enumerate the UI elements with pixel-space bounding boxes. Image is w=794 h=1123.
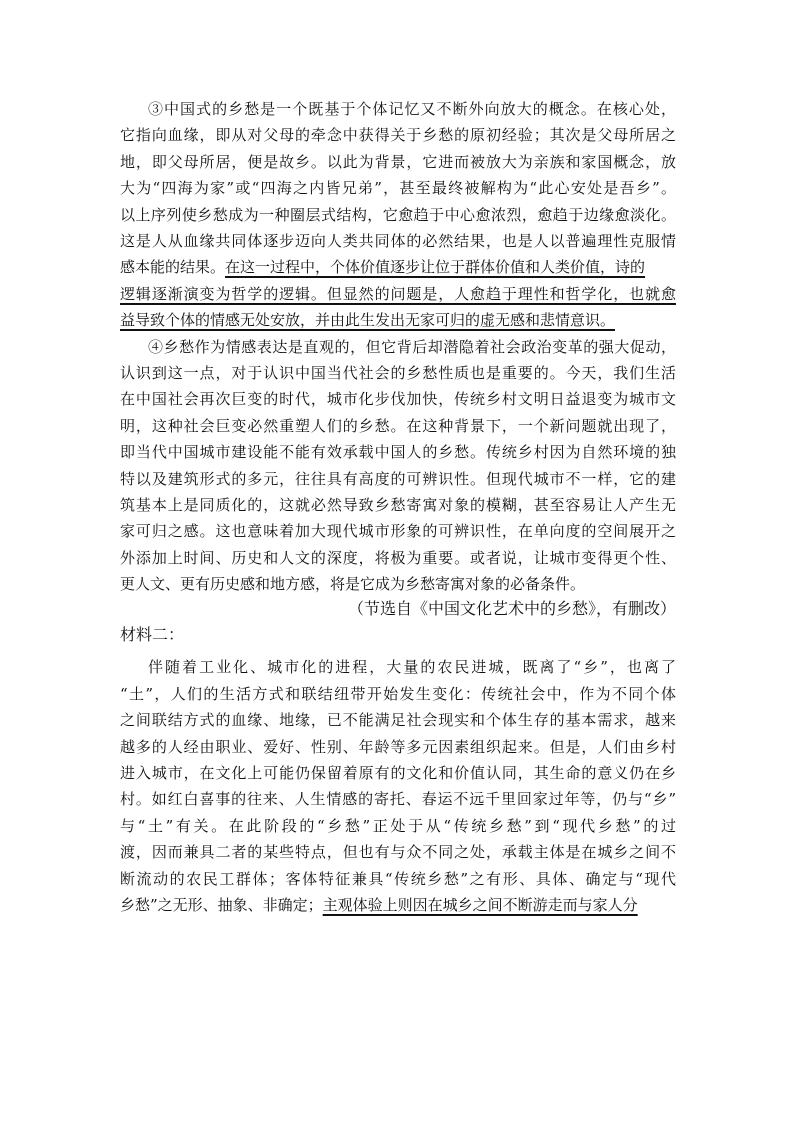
- material-2-line: 与“土”有关。在此阶段的“乡愁”正处于从“传统乡愁”到“现代乡愁”的过: [120, 816, 676, 835]
- paragraph-3-line: 这是人从血缘共同体逐步迈向人类共同体的必然结果，也是人以普遍理性克服情: [120, 232, 676, 250]
- material-2-line: 断流动的农民工群体；客体特征兼具“传统乡愁”之有形、具体、确定与“现代: [120, 869, 676, 888]
- underlined-passage: 主观体验上则因在城乡之间不断游走而与家人分: [322, 896, 638, 914]
- paragraph-4-line: ④乡愁作为情感表达是直观的，但它背后却潜隐着社会政治变革的强大促动，: [148, 337, 676, 356]
- material-2-line: 伴随着工业化、城市化的进程，大量的农民进城，既离了“乡”，也离了: [148, 658, 676, 677]
- material-2-line: [120, 894, 676, 916]
- paragraph-4-line: 明，这种社会巨变必然重塑人们的乡愁。在这种背景下，一个新问题就出现了，: [120, 416, 676, 435]
- underlined-passage: 在这一过程中，个体价值逐步让位于群体价值和人类价值，诗的: [225, 258, 646, 277]
- underlined-passage: 逻辑逐渐演变为哲学的逻辑。但显然的问题是，人愈趋于理性和哲学化，也就愈: [120, 284, 676, 303]
- paragraph-3-line: [120, 256, 676, 278]
- material-2-line: 越多的人经由职业、爱好、性别、年龄等多元因素组织起来。但是，人们由乡村: [120, 737, 676, 756]
- material-2-line: 村。如红白喜事的往来、人生情感的寄托、春运不远千里回家过年等，仍与“乡”: [120, 790, 676, 809]
- paragraph-4-line: 认识到这一点，对于认识中国当代社会的乡愁性质也是重要的。今天，我们生活: [120, 364, 676, 382]
- paragraph-3-line: ③中国式的乡愁是一个既基于个体记忆又不断外向放大的概念。在核心处，: [148, 100, 676, 118]
- material-2-line: 渡，因而兼具二者的某些特点，但也有与众不同之处，承载主体是在城乡之间不: [120, 843, 676, 862]
- paragraph-4-line: 在中国社会再次巨变的时代，城市化步伐加快，传统乡村文明日益退变为城市文: [120, 390, 676, 409]
- paragraph-3-line: 它指向血缘，即从对父母的牵念中获得关于乡愁的原初经验；其次是父母所居之: [120, 126, 676, 145]
- paragraph-4-line: 特以及建筑形式的多元，往往具有高度的可辨识性。但现代城市不一样，它的建: [120, 469, 676, 488]
- paragraph-3-text: 感本能的结果。: [120, 258, 226, 277]
- material-label: 材料二：: [120, 625, 185, 644]
- paragraph-4-line: 家可归之感。这也意味着加大现代城市形象的可辨识性，在单向度的空间展开之: [120, 522, 676, 541]
- paragraph-4-line: 更人文、更有历史感和地方感，将是它成为乡愁寄寓对象的必备条件。: [120, 575, 586, 594]
- paragraph-4-line: 筑基本上是同质化的，这就必然导致乡愁寄寓对象的模糊，甚至容易让人产生无: [120, 496, 676, 514]
- paragraph-3-line: 以上序列使乡愁成为一种圈层式结构，它愈趋于中心愈浓烈，愈趋于边缘愈淡化。: [120, 205, 676, 224]
- source-note: （节选自《中国文化艺术中的乡愁》，有删改）: [347, 598, 676, 618]
- material-2-text: 乡愁”之无形、抽象、非确定；: [120, 896, 323, 914]
- material-2-line: “土”，人们的生活方式和联结纽带开始发生变化：传统社会中，作为不同个体: [120, 684, 676, 703]
- paragraph-3-line: 大为“四海为家”或“四海之内皆兄弟”，甚至最终被解构为“此心安处是吾乡”。: [120, 179, 676, 198]
- paragraph-4-line: 外添加上时间、历史和人文的深度，将极为重要。或者说，让城市变得更个性、: [120, 548, 676, 567]
- paragraph-3-line: 地，即父母所居，便是故乡。以此为背景，它进而被放大为亲族和家国概念，放: [120, 152, 676, 171]
- material-2-line: 进入城市，在文化上可能仍保留着原有的文化和价值认同，其生命的意义仍在乡: [120, 764, 676, 782]
- material-2-line: 之间联结方式的血缘、地缘，已不能满足社会现实和个体生存的基本需求，越来: [120, 711, 676, 730]
- paragraph-4-line: 即当代中国城市建设能不能有效承载中国人的乡愁。传统乡村因为自然环境的独: [120, 443, 676, 462]
- underlined-passage: 益导致个体的情感无处安放，并由此生发出无家可归的虚无感和悲情意识。: [120, 311, 616, 330]
